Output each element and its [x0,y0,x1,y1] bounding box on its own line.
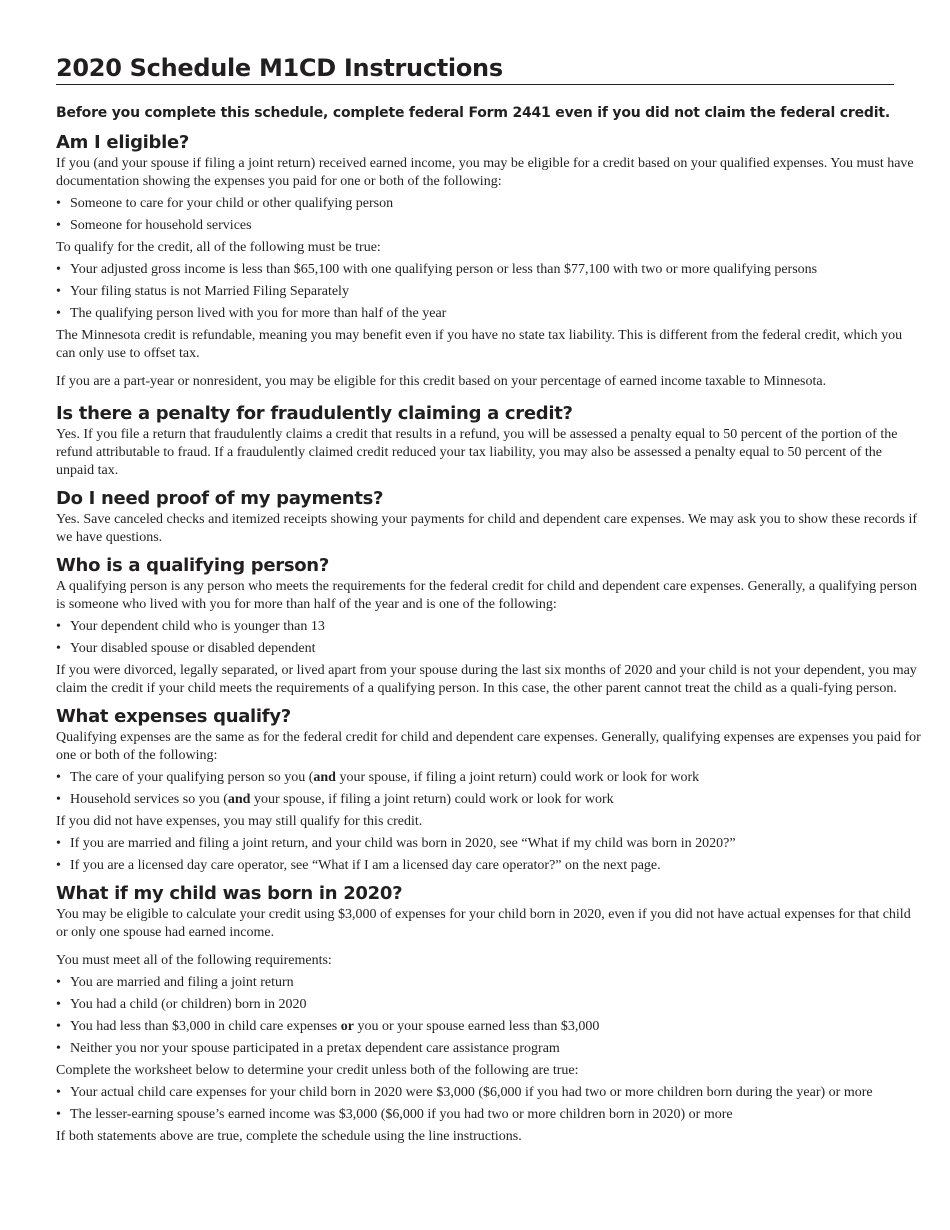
section-child-born-2020 [56,883,922,1146]
list-item: • Someone for household services [56,217,922,235]
list-item: • Your adjusted gross income is less than $65,100 with one qualifying person or less than $77,100 with two or more qualifying persons [56,261,922,279]
paragraph: You must meet all of the following requirements: [56,953,332,968]
list-item: • The lesser-earning spouse’s earned income was $3,000 ($6,000 if you had two or more children born in 2020) or more [56,1106,922,1124]
title-underline [56,84,894,85]
section-heading: What if my child was born in 2020? [56,883,403,904]
bullet-list [56,769,922,809]
section-heading: Is there a penalty for fraudulently claiming a credit? [56,403,573,424]
list-item: • The care of your qualifying person so you (and your spouse, if filing a joint return) could work or look for work [56,769,922,787]
paragraph: If you were divorced, legally separated, or lived apart from your spouse during the last six months of 2020 and your child is not your dependent, you may claim the credit if your child meets the requirements of a qualifying person. In this case, the other parent cannot treat the child as a quali-fying person. [56,663,917,696]
list-item: • The qualifying person lived with you for more than half of the year [56,305,922,323]
section-heading: What expenses qualify? [56,706,291,727]
lead-instruction: Before you complete this schedule, complete federal Form 2441 even if you did not claim the federal credit. [56,105,890,121]
section-penalty [56,403,922,480]
paragraph: Complete the worksheet below to determine your credit unless both of the following are true: [56,1063,579,1078]
bullet-list [56,261,922,323]
section-qualifying-person [56,555,922,698]
bullet-list [56,835,922,875]
paragraph: A qualifying person is any person who meets the requirements for the federal credit for child and dependent care expenses. Generally, a qualifying person is someone who lived with you for more than half of the year and is one of the following: [56,579,917,612]
paragraph: The Minnesota credit is refundable, meaning you may benefit even if you have no state tax liability. This is different from the federal credit, which you can only use to offset tax. [56,328,903,361]
list-item: • If you are a licensed day care operator, see “What if I am a licensed day care operator?” on the next page. [56,857,922,875]
paragraph: Qualifying expenses are the same as for the federal credit for child and dependent care expenses. Generally, qualifying expenses are expenses you paid for one or both of the following: [56,730,921,763]
list-item: • You are married and filing a joint return [56,974,922,992]
paragraph: If you (and your spouse if filing a joint return) received earned income, you may be eligible for a credit based on your qualified expenses. You must have documentation showing the expenses you paid for one or both of the following: [56,156,914,189]
bullet-list [56,618,922,658]
bullet-list [56,195,922,235]
section-expenses [56,706,922,875]
list-item: • Your filing status is not Married Filing Separately [56,283,922,301]
list-item: • You had less than $3,000 in child care expenses or you or your spouse earned less than $3,000 [56,1018,922,1036]
bullet-list [56,1084,922,1124]
section-proof [56,488,922,547]
list-item: • Household services so you (and your spouse, if filing a joint return) could work or look for work [56,791,922,809]
paragraph: Yes. Save canceled checks and itemized receipts showing your payments for child and dependent care expenses. We may ask you to show these records if we have questions. [56,512,918,545]
list-item: • You had a child (or children) born in 2020 [56,996,922,1014]
paragraph: If both statements above are true, complete the schedule using the line instructions. [56,1129,522,1144]
bullet-list [56,974,922,1058]
list-item: • Your dependent child who is younger than 13 [56,618,922,636]
paragraph: If you did not have expenses, you may still qualify for this credit. [56,814,423,829]
paragraph: Yes. If you file a return that fraudulently claims a credit that results in a refund, you will be assessed a penalty equal to 50 percent of the portion of the refund attributable to fraud. If a fraudulently claimed credit reduced your tax liability, you may also be assessed a penalty equal to 50 percent of the unpaid tax. [56,427,898,478]
list-item: • If you are married and filing a joint return, and your child was born in 2020, see “What if my child was born in 2020?” [56,835,922,853]
paragraph: If you are a part-year or nonresident, you may be eligible for this credit based on your percentage of earned income taxable to Minnesota. [56,374,827,389]
list-item: • Your disabled spouse or disabled dependent [56,640,922,658]
section-heading: Am I eligible? [56,132,190,153]
list-item: • Neither you nor your spouse participated in a pretax dependent care assistance program [56,1040,922,1058]
paragraph: You may be eligible to calculate your credit using $3,000 of expenses for your child born in 2020, even if you did not have actual expenses for that child or only one spouse had earned income. [56,907,911,940]
list-item: • Someone to care for your child or other qualifying person [56,195,922,213]
section-eligibility [56,132,922,391]
list-item: • Your actual child care expenses for your child born in 2020 were $3,000 ($6,000 if you had two or more children born during the year) or more [56,1084,922,1102]
paragraph: To qualify for the credit, all of the following must be true: [56,240,381,255]
document-body [56,104,922,1150]
section-heading: Do I need proof of my payments? [56,488,384,509]
section-heading: Who is a qualifying person? [56,555,329,576]
page-title: 2020 Schedule M1CD Instructions [56,54,503,82]
